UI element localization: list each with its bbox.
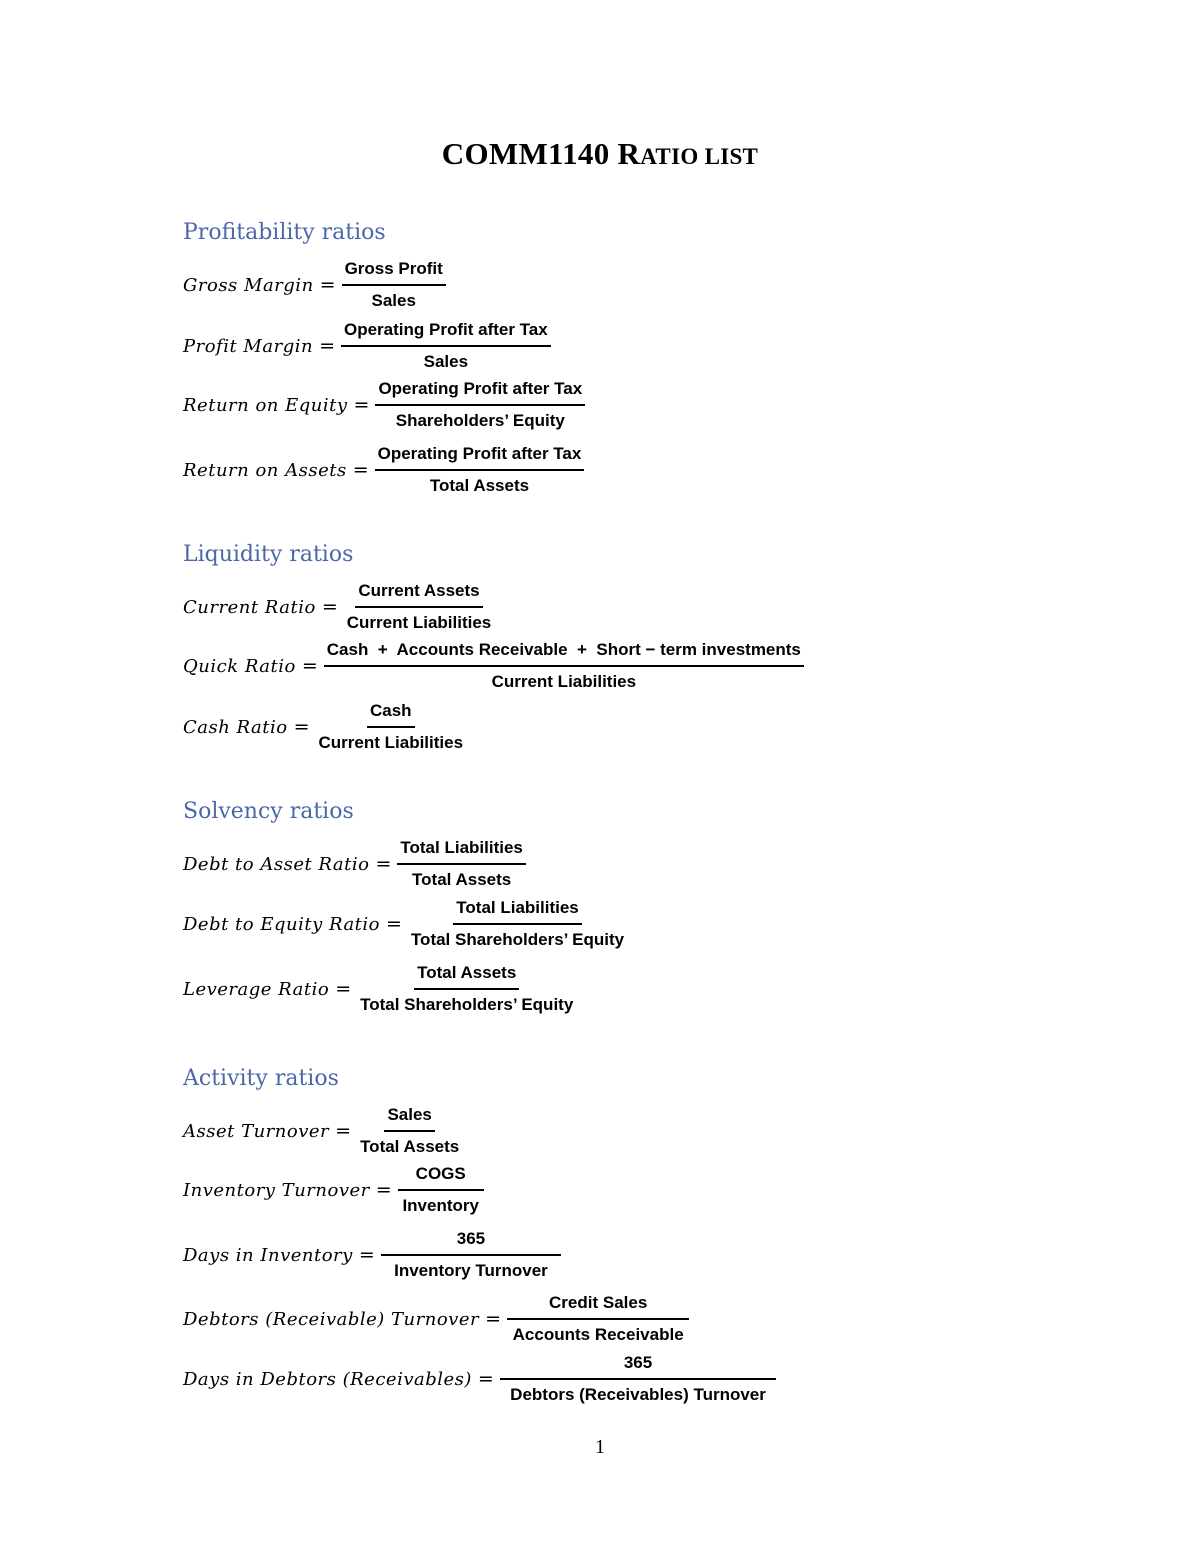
formula-name: Quick Ratio: [183, 655, 296, 677]
fraction: [357, 1104, 462, 1158]
section-activity: [183, 1066, 339, 1091]
document-title: [0, 136, 1200, 172]
formula-name: Debt to Asset Ratio: [183, 853, 370, 875]
formula-name: Days in Debtors (Receivables): [183, 1368, 472, 1390]
formula-name: Return on Assets: [183, 459, 347, 481]
denominator: Total Shareholders’ Equity: [360, 995, 574, 1014]
denominator: Inventory: [402, 1196, 479, 1215]
equals-sign: =: [352, 459, 369, 481]
denominator: Sales: [371, 291, 416, 310]
equals-sign: =: [353, 394, 370, 416]
numerator: Cash + Accounts Receivable + Short − term investments: [324, 639, 804, 667]
formula-name: Return on Equity: [183, 394, 348, 416]
equals-sign: =: [335, 1120, 352, 1142]
section-heading: Liquidity ratios: [183, 542, 354, 567]
formula-name: Inventory Turnover: [183, 1179, 370, 1201]
denominator: Debtors (Receivables) Turnover: [510, 1385, 766, 1404]
equals-sign: =: [485, 1308, 502, 1330]
denominator: Inventory Turnover: [394, 1261, 548, 1280]
formula-name: Cash Ratio: [183, 716, 288, 738]
denominator: Total Assets: [360, 1137, 460, 1156]
formula-name: Current Ratio: [183, 596, 316, 618]
numerator: Sales: [384, 1104, 434, 1132]
denominator: Current Liabilities: [346, 613, 492, 632]
page-number: 1: [595, 1436, 605, 1458]
title-main: COMM1140 R: [441, 136, 641, 171]
fraction: [344, 580, 495, 634]
equals-sign: =: [293, 716, 310, 738]
numerator: COGS: [398, 1163, 484, 1191]
equals-sign: =: [358, 1244, 375, 1266]
equals-sign: =: [319, 335, 335, 357]
numerator: Gross Profit: [342, 258, 446, 286]
equals-sign: =: [477, 1368, 494, 1390]
numerator: Total Liabilities: [397, 837, 525, 865]
numerator: Cash: [367, 700, 415, 728]
section-heading: Solvency ratios: [183, 799, 354, 824]
numerator: Operating Profit after Tax: [341, 319, 551, 347]
numerator: Total Assets: [414, 962, 519, 990]
denominator: Current Liabilities: [491, 672, 637, 691]
formula-name: Gross Margin: [183, 274, 314, 296]
denominator: Total Assets: [429, 476, 530, 495]
equals-sign: =: [321, 596, 338, 618]
equals-sign: =: [386, 913, 402, 935]
equals-sign: =: [319, 274, 336, 296]
fraction: [316, 700, 467, 754]
formula-name: Debt to Equity Ratio: [183, 913, 381, 935]
section-profitability: [183, 220, 386, 245]
denominator: Total Assets: [412, 870, 512, 889]
fraction: [507, 1292, 689, 1346]
formula-name: Days in Inventory: [183, 1244, 353, 1266]
formula-name: Debtors (Receivable) Turnover: [183, 1308, 480, 1330]
fraction: [381, 1228, 561, 1282]
fraction: [342, 258, 446, 312]
fraction: [408, 897, 627, 951]
numerator: Operating Profit after Tax: [375, 443, 585, 471]
numerator: Credit Sales: [507, 1292, 689, 1320]
equals-sign: =: [375, 853, 392, 875]
denominator: Shareholders’ Equity: [395, 411, 565, 430]
section-solvency: [183, 799, 354, 824]
fraction: [398, 1163, 484, 1217]
numerator: 365: [500, 1352, 776, 1380]
formula-name: Asset Turnover: [183, 1120, 330, 1142]
denominator: Total Shareholders’ Equity: [410, 930, 625, 949]
numerator: Operating Profit after Tax: [375, 378, 585, 406]
denominator: Sales: [423, 352, 469, 371]
numerator: Current Assets: [355, 580, 482, 608]
section-liquidity: [183, 542, 353, 567]
fraction: [375, 378, 585, 432]
fraction: [375, 443, 585, 497]
equals-sign: =: [301, 655, 318, 677]
numerator: 365: [381, 1228, 561, 1256]
section-heading: Profitability ratios: [183, 220, 386, 245]
fraction: [500, 1352, 776, 1406]
formula-name: Leverage Ratio: [183, 978, 330, 1000]
fraction: [341, 319, 551, 373]
denominator: Current Liabilities: [318, 733, 464, 752]
numerator: Total Liabilities: [453, 897, 581, 925]
section-heading: Activity ratios: [183, 1066, 339, 1091]
equals-sign: =: [335, 978, 352, 1000]
title-smallcaps: ATIO LIST: [640, 144, 759, 169]
equals-sign: =: [375, 1179, 392, 1201]
fraction: [324, 639, 804, 693]
denominator: Accounts Receivable: [512, 1325, 684, 1344]
fraction: [397, 837, 525, 891]
formula-name: Profit Margin: [183, 335, 314, 357]
fraction: [357, 962, 576, 1016]
